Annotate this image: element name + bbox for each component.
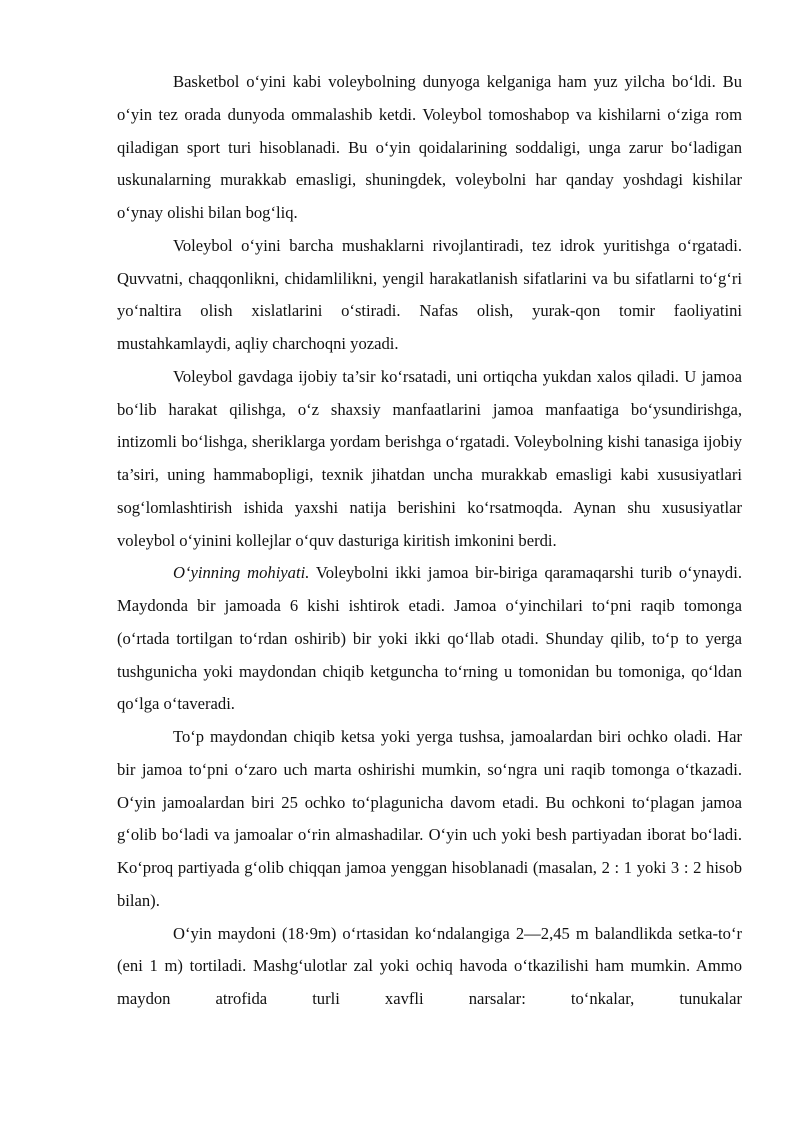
paragraph-lead-italic: O‘yinning mohiyati. bbox=[173, 563, 310, 583]
paragraph-court bbox=[117, 918, 742, 1016]
paragraph-text: Voleybol o‘yini barcha mushaklarni rivojlantiradi, tez idrok yuritishga o‘rgatadi. Quvvatni, chaqqonlikni, chidamlilikni, yengil harakatlanish sifatlarini va bu sifatlarni to‘g‘ri yo‘naltira olish xislatlarini o‘stiradi. Nafas olish, yurak-qon tomir faoliyatini mustahkamlaydi, aqliy charchoqni yozadi. bbox=[117, 235, 742, 353]
paragraph-text: Basketbol o‘yini kabi voleybolning dunyoga kelganiga ham yuz yilcha bo‘ldi. Bu o‘yin tez orada dunyoda ommalashib ketdi. Voleybol tomoshabop va kishilarni o‘ziga rom qiladigan sport turi hisoblanadi. Bu o‘yin qoidalarining soddaligi, unga zarur bo‘ladigan uskunalarning murakkab emasligi, shuningdek, voleybolni har qanday yoshdagi kishilar o‘ynay olishi bilan bog‘liq. bbox=[117, 72, 742, 222]
paragraph-benefits bbox=[117, 230, 742, 361]
paragraph-text: Voleybol gavdaga ijobiy ta’sir ko‘rsatadi, uni ortiqcha yukdan xalos qiladi. U jamoa bo‘lib harakat qilishga, o‘z shaxsiy manfaatlarini jamoa manfaatiga bo‘ysundirishga, intizomli bo‘lishga, sheriklarga yordam berishga o‘rgatadi. Voleybolning kishi tanasiga ijobiy ta’siri, uning hammabopligi, texnik jihatdan uncha murakkab emasligi kabi xususiyatlari sog‘lomlashtirish ishida yaxshi natija berishini ko‘rsatmoqda. Aynan shu xususiyatlar voleybol o‘yinini kollejlar o‘quv dasturiga kiritish imkonini berdi. bbox=[117, 366, 742, 550]
paragraph-text: O‘yin maydoni (18·9m) o‘rtasidan ko‘ndalangiga 2—2,45 m balandlikda setka-to‘r (eni 1 m) tortiladi. Mashg‘ulotlar zal yoki ochiq havoda o‘tkazilishi ham mumkin. Ammo maydon atrofida turli xavfli narsalar: to‘nkalar, tunukalar bbox=[117, 923, 742, 1008]
paragraph-text: To‘p maydondan chiqib ketsa yoki yerga tushsa, jamoalardan biri ochko oladi. Har bir jamoa to‘pni o‘zaro uch marta oshirishi mumkin, so‘ngra uni raqib tomonga o‘tkazadi. O‘yin jamoalardan biri 25 ochko to‘plagunicha davom etadi. Bu ochkoni to‘plagan jamoa g‘olib bo‘ladi va jamoalar o‘rin almashadilar. O‘yin uch yoki besh partiyadan iborat bo‘ladi. Ko‘proq partiyada g‘olib chiqqan jamoa yenggan hisoblanadi (masalan, 2 : 1 yoki 3 : 2 hisob bilan). bbox=[117, 727, 742, 910]
paragraph-team-influence bbox=[117, 361, 742, 558]
paragraph-text: Voleybolni ikki jamoa bir-biriga qaramaqarshi turib o‘ynaydi. Maydonda bir jamoada 6 kishi ishtirok etadi. Jamoa o‘yinchilari to‘pni raqib tomonga (o‘rtada tortilgan to‘rdan oshirib) bir yoki ikki qo‘llab otadi. Shunday qilib, to‘p to yerga tushgunicha yoki maydondan chiqib ketguncha to‘rning u tomonidan bu tomoniga, qo‘ldan qo‘lga o‘taveradi. bbox=[117, 563, 742, 714]
paragraph-intro bbox=[117, 66, 742, 230]
paragraph-game-essence bbox=[117, 557, 742, 721]
document-page bbox=[117, 66, 742, 1016]
paragraph-scoring bbox=[117, 721, 742, 918]
